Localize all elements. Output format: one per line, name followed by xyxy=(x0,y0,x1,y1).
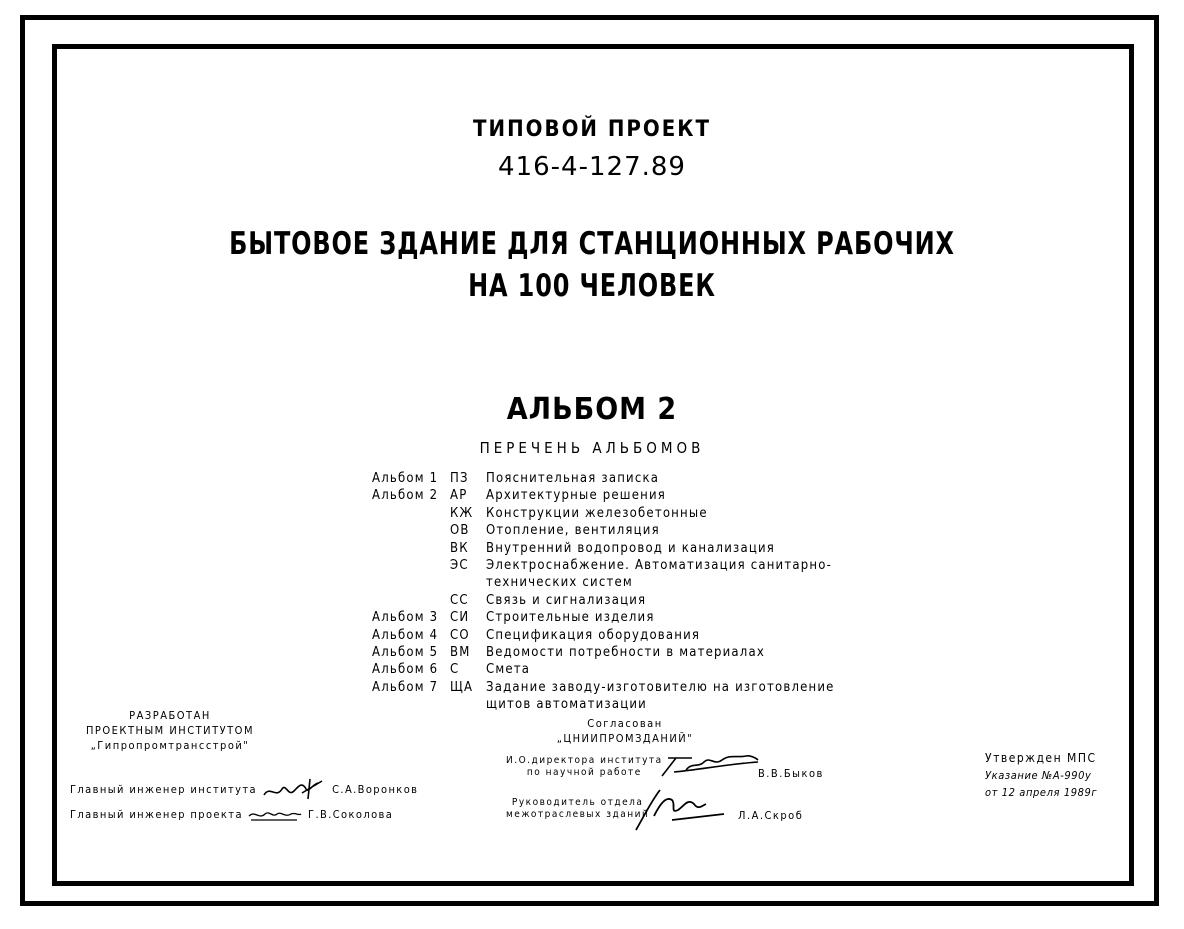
agreed-block xyxy=(510,716,740,746)
list-item: Альбом 7 ЩА Задание заводу-изготовителю на изготовление xyxy=(372,679,835,695)
list-item: технических систем xyxy=(486,575,633,591)
album-list xyxy=(372,470,835,714)
agreed-label: Согласован xyxy=(587,717,663,730)
staff-name: Г.В.Соколова xyxy=(308,808,394,821)
signature-sokolova xyxy=(247,806,303,824)
approved-order: Указание №А-990у xyxy=(985,769,1092,782)
signature-skrob xyxy=(632,786,728,832)
list-item: Альбом 6 С Смета xyxy=(372,662,531,678)
developed-by-block xyxy=(60,708,280,753)
list-item: ЭС Электроснабжение. Автоматизация санитарно- xyxy=(450,558,832,574)
list-item: КЖ Конструкции железобетонные xyxy=(450,505,708,521)
list-item: Альбом 5 ВМ Ведомости потребности в материалах xyxy=(372,645,765,661)
staff-role: Главный инженер проекта xyxy=(70,808,243,821)
album-title: АЛЬБОМ 2 xyxy=(506,392,678,427)
title-line-1: БЫТОВОЕ ЗДАНИЕ ДЛЯ СТАНЦИОННЫХ РАБОЧИХ xyxy=(229,226,955,262)
album-list-heading: ПЕРЕЧЕНЬ АЛЬБОМОВ xyxy=(479,439,705,457)
list-item: Альбом 1 ПЗ Пояснительная записка xyxy=(372,471,660,486)
agreed-signer-1-role: И.О.директора института по научной работе xyxy=(506,755,663,778)
staff-row-chief-engineer-institute xyxy=(70,777,418,803)
project-number: 416-4-127.89 xyxy=(498,152,686,182)
list-item: ВК Внутренний водопровод и канализация xyxy=(450,540,776,556)
list-item: Альбом 4 СО Спецификация оборудования xyxy=(372,627,701,643)
list-item: СС Связь и сигнализация xyxy=(450,592,647,608)
list-item: щитов автоматизации xyxy=(486,697,647,713)
agreed-signer-2-name: Л.А.Скроб xyxy=(738,809,804,822)
project-label: ТИПОВОЙ ПРОЕКТ xyxy=(473,117,711,142)
list-item: Альбом 2 АР Архитектурные решения xyxy=(372,488,666,504)
developed-label: РАЗРАБОТАН xyxy=(129,709,211,722)
staff-role: Главный инженер института xyxy=(70,783,257,796)
staff-row-chief-engineer-project xyxy=(70,806,393,824)
agreed-institute-name: „ЦНИИПРОМЗДАНИЙ" xyxy=(556,732,694,745)
list-item: Альбом 3 СИ Строительные изделия xyxy=(372,610,655,626)
title-line-2: НА 100 ЧЕЛОВЕК xyxy=(468,268,716,304)
approved-date: от 12 апреля 1989г xyxy=(985,786,1098,799)
approved-label: Утвержден МПС xyxy=(985,751,1097,765)
developed-institute-name: „Гипропромтрансстрой" xyxy=(90,739,250,752)
agreed-signer-1-name: В.В.Быков xyxy=(758,767,824,780)
staff-name: С.А.Воронков xyxy=(332,783,419,796)
approved-block xyxy=(985,750,1097,801)
signature-bykov xyxy=(658,748,762,780)
developed-institute-label: ПРОЕКТНЫМ ИНСТИТУТОМ xyxy=(85,724,255,737)
agreed-signer-2-role: Руководитель отдела межотраслевых зданий xyxy=(506,797,650,820)
signature-voronkov xyxy=(262,777,328,803)
list-item: ОВ Отопление, вентиляция xyxy=(450,523,660,539)
